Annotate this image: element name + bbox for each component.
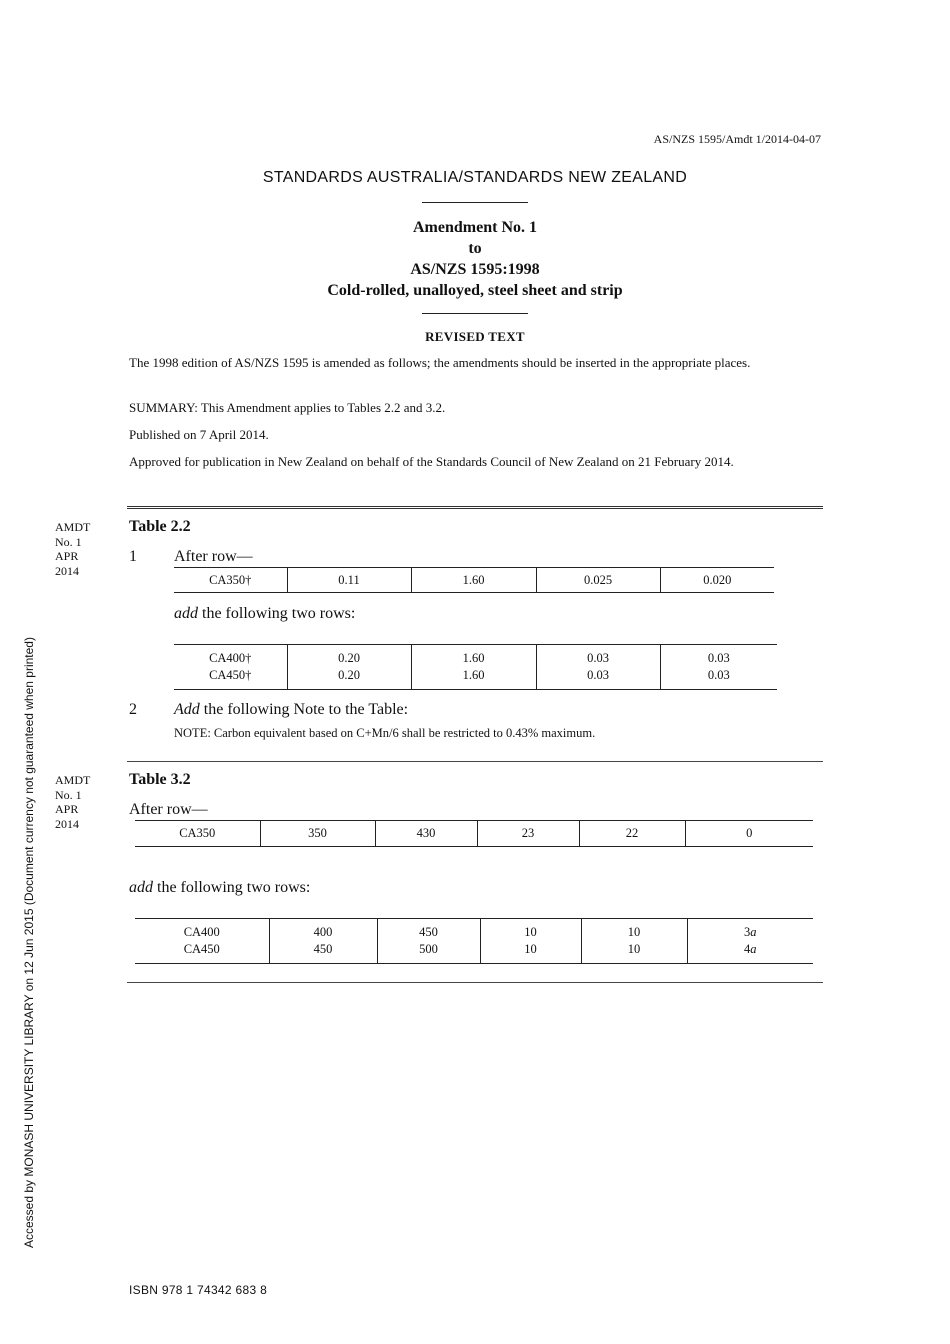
title-line-3: AS/NZS 1595:1998 [410,261,540,278]
item-number: 2 [129,701,137,718]
amdt-margin-note: AMDT No. 1 APR 2014 [55,773,91,831]
table-note: NOTE: Carbon equivalent based on C+Mn/6 shall be restricted to 0.43% maximum. [174,726,596,740]
table-2-2-new-rows [174,644,777,690]
table-row: CA350† 0.11 1.60 0.025 0.020 [174,568,774,593]
amendment-title [0,217,950,301]
isbn: ISBN 978 1 74342 683 8 [129,1283,268,1297]
revised-text-heading: REVISED TEXT [425,329,525,344]
summary-paragraph: SUMMARY: This Amendment applies to Tables 2.2 and 3.2. [129,400,446,415]
table-3-2-existing-row [135,820,813,847]
after-row-text: After row— [174,548,253,565]
section-title-table-3-2: Table 3.2 [129,771,191,788]
table-row: CA400† CA450† 0.20 0.20 1.60 1.60 0.03 0.03 0.03 0.03 [174,645,777,690]
add-note-instruction: Add the following Note to the Table: [174,701,409,718]
title-line-4: Cold-rolled, unalloyed, steel sheet and strip [327,282,623,299]
intro-paragraph: The 1998 edition of AS/NZS 1595 is amended as follows; the amendments should be inserted in the appropriate places. [129,355,751,370]
section-divider [127,506,823,509]
title-line-1: Amendment No. 1 [413,219,537,236]
table-3-2-new-rows [135,918,813,964]
section-divider [127,982,823,983]
approved-paragraph: Approved for publication in New Zealand on behalf of the Standards Council of New Zealand on 21 February 2014. [129,454,734,469]
document-reference: AS/NZS 1595/Amdt 1/2014-04-07 [653,132,821,146]
add-rows-instruction: add the following two rows: [174,605,356,622]
published-paragraph: Published on 7 April 2014. [129,427,269,442]
amdt-margin-note: AMDT No. 1 APR 2014 [55,520,91,578]
item-number: 1 [129,548,137,565]
divider [422,313,528,314]
access-watermark: Accessed by MONASH UNIVERSITY LIBRARY on 12 Jun 2015 (Document currency not guaranteed when printed) [22,637,36,1248]
section-divider [127,761,823,762]
table-row: CA350 350 430 23 22 0 [135,821,813,847]
table-row: CA400 CA450 400 450 450 500 10 10 10 10 3a 4a [135,919,813,964]
add-rows-instruction: add the following two rows: [129,879,311,896]
divider [422,202,528,203]
after-row-text: After row— [129,801,208,818]
title-line-2: to [468,240,482,257]
table-2-2-existing-row [174,567,774,593]
section-title-table-2-2: Table 2.2 [129,518,191,535]
organization-heading: STANDARDS AUSTRALIA/STANDARDS NEW ZEALAND [262,169,688,186]
